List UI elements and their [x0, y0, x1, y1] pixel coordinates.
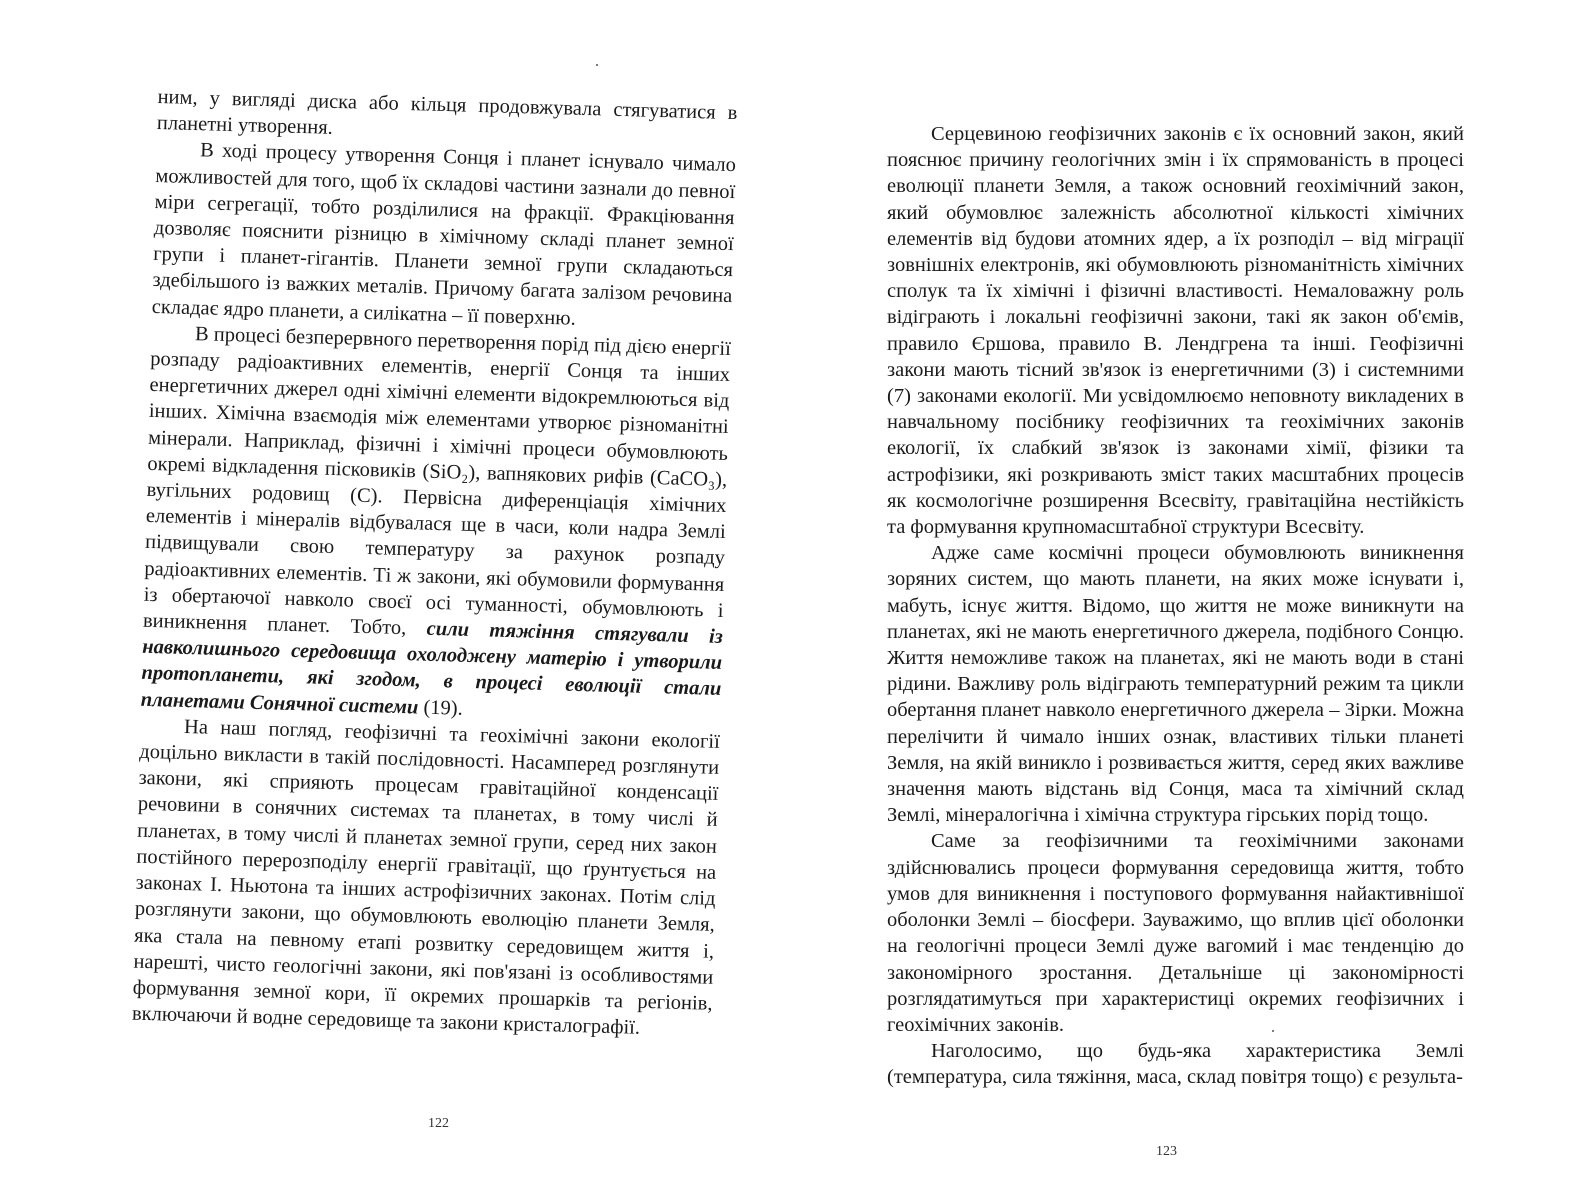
right-page-text — [887, 121, 1464, 1091]
right-page — [790, 0, 1580, 1190]
page-number: 122 — [428, 1116, 449, 1131]
paragraph: ним, у вигляді диска або кільця продовжувала стягуватися в планетні утворення. — [156, 85, 738, 140]
paragraph: Наголосимо, що будь-яка характеристика Землі (температура, сила тяжіння, маса, склад повітря тощо) є результа- — [887, 1040, 1464, 1089]
paragraph: На наш погляд, геофізичні та геохімічні закони екології доцільно викласти в такій послідовності. Насамперед розглянути закони, які сприяють процесам гравітаційної конденсації речовини в сонячних системах та планетах, в тому числі й планетах, в тому числі й планетах земної групи, серед них закон постійного перерозподілу енергії гравітації, що ґрунтується на законах І. Ньютона та інших астрофізичних законах. Потім слід розглянути закони, що обумовлюють еволюцію планети Земля, яка стала на певному етапі розвитку середовищем життя і, нарешті, чисто геологічні закони, які пов'язані із особливостями формування земної кори, її окремих прошарків та регіонів, включаючи й водне середовище та закони кристалографії. — [131, 715, 721, 1039]
paragraph-text: В процесі безперервного перетворення порід під дією енергії розпаду радіоактивних елементів, енергії Сонця та інших енергетичних джерел одні хімічні елементи відокремлюються від інших. Хімічна взаємодія між елементами утворює різноманітні мінерали. Наприклад, фізичні і хімічні процеси обумовлюють окремі відкладення пісковиків (SiO₂), вапнякових рифів (CaCO₃), вугільних родовищ (С). Первісна диференціація хімічних елементів і мінералів відбувалася ще в часи, коли надра Землі підвищували свою температуру за рахунок розпаду радіоактивних елементів. Ті ж закони, які обумовили формування із обертаючої навколо своєї осі туманності, обумовлюють і виникнення планет. Тобто, — [142, 322, 732, 640]
left-page-text — [132, 84, 738, 1043]
scan-speck — [596, 64, 598, 66]
scan-speck — [1272, 1030, 1274, 1032]
paragraph: В ході процесу утворення Сонця і планет існувало чимало можливостей для того, щоб їх складові частини зазнали до певної міри сегрегації, тобто розділилися на фракції. Фракціювання дозволяє пояснити різницю в хімічному складі планет земної групи і планет-гігантів. Планети земної групи складаються здебільшого із важких металів. Причому багата залізом речовина складає ядро планети, а силікатна – її поверхню. — [151, 139, 737, 330]
paragraph — [140, 320, 731, 729]
paragraph: Адже саме космічні процеси обумовлюють виникнення зоряних систем, що мають планети, на яких може існувати і, мабуть, існує життя. Відомо, що життя не може виникнути на планетах, які не мають енергетичного джерела, подібного Сонцю. Життя неможливе також на планетах, які не мають води в стані рідини. Важливу роль відіграють температурний режим та цикли обертання планет навколо енергетичного джерела – Зірки. Можна перелічити й чимало інших ознак, властивих тільки планеті Земля, на якій виникло і розвивається життя, серед яких важливе значення мають відстань від Сонця, маса та хімічний склад Землі, мінералогічна і хімічна структура гірських порід тощо. — [887, 542, 1464, 827]
page-number: 123 — [1156, 1144, 1177, 1159]
paragraph: Серцевиною геофізичних законів є їх основний закон, який пояснює причину геологічних змін і їх спрямованість в процесі еволюції планети Земля, а також основний геохімічний закон, який обумовлює залежність абсолютної кількості хімічних елементів від будови атомних ядер, а їх розподіл – від міграції зовнішніх електронів, які обумовлюють різноманітність хімічних сполук та їх хімічні і фізичні властивості. Немаловажну роль відіграють і локальні геофізичні закони, такі як закон об'ємів, правило Єршова, правило В. Лендгрена та інші. Геофізичні закони мають тісний зв'язок із енергетичними (3) і системними (7) законами екології. Ми усвідомлюємо неповноту викладених в навчальному посібнику геофізичних та геохімічних законів екології, їх слабкий зв'язок із законами хімії, фізики та астрофізики, які розкривають зміст таких масштабних процесів як космологічне розширення Всесвіту, гравітаційна нестійкість та формування крупномасштабної структури Всесвіту. — [887, 123, 1464, 539]
paragraph: Саме за геофізичними та геохімічними законами здійснювались процеси формування середовища життя, тобто умов для виникнення і поступового формування найактивнішої оболонки Землі – біосфери. Зауважимо, що вплив цієї оболонки на геологічні процеси Землі дуже вагомий і має тенденцію до закономірного зростання. Детальніше ці закономірності розглядатимуться при характеристиці окремих геофізичних і геохімічних законів. — [887, 830, 1464, 1036]
emphasized-text: сили тяжіння стягували із навколишнього середовища охолоджену матерію і утворили протопланети, які згодом, в процесі еволюції стали планетами Сонячної системи — [140, 617, 724, 719]
citation-tail: (19). — [418, 696, 464, 720]
